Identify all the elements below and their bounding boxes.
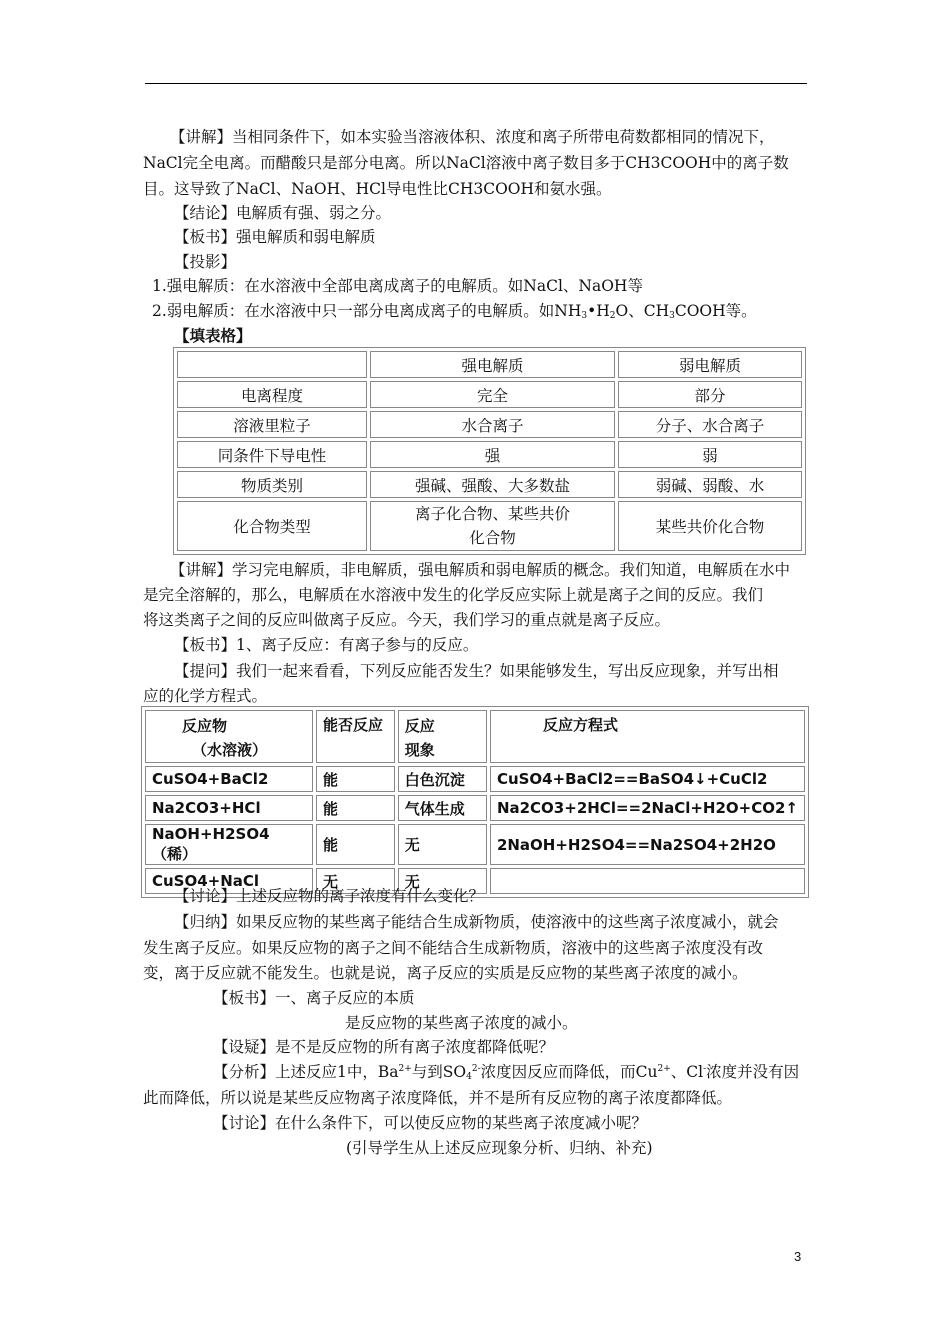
table-cell xyxy=(370,501,615,551)
explanation-1-line-1: 【讲解】当相同条件下，如本实验当溶液体积、浓度和离子所带电荷数都相同的情况下， xyxy=(170,128,775,146)
table-cell: 完全 xyxy=(370,381,615,408)
page-number: 3 xyxy=(794,1249,802,1264)
table-cell: 能 xyxy=(316,766,395,792)
explanation-1-line-2: NaCl完全电离。而醋酸只是部分电离。所以NaCl溶液中离子数目多于CH3COOH中的离子数 xyxy=(143,154,789,172)
table-cell: 水合离子 xyxy=(370,411,615,438)
question-line-1: 【提问】我们一起来看看，下列反应能否发生？如果能够发生，写出反应现象，并写出相 xyxy=(174,662,779,680)
table-cell: 能否反应 xyxy=(316,710,395,763)
reactant-header: 反应物 xyxy=(182,717,228,735)
weak-electrolyte-definition: 2.弱电解质：在水溶液中只一部分电离成离子的电解质。如$NH_3•H_2O$、$CH_3COOH$等。 xyxy=(152,302,757,321)
analysis-line-2: 此而降低，所以说是某些反应物离子浓度降低，并不是所有反应物的离子浓度都降低。 xyxy=(143,1089,733,1107)
table-cell: CuSO4+BaCl2==BaSO4↓+CuCl2 xyxy=(490,766,805,792)
phenomenon-subheader: 现象 xyxy=(404,741,435,759)
table-cell: 弱电解质 xyxy=(618,351,802,378)
reactant-subheader: （水溶液） xyxy=(192,741,268,759)
table-cell: 气体生成 xyxy=(398,795,487,821)
fill-table-label: 【填表格】 xyxy=(174,326,252,345)
board-note-1: 【板书】强电解质和弱电解质 xyxy=(174,228,376,246)
table-cell: 白色沉淀 xyxy=(398,766,487,792)
strong-electrolyte-definition: 1.强电解质：在水溶液中全部电离成离子的电解质。如NaCl、NaOH等 xyxy=(152,277,643,295)
table-cell: 某些共价化合物 xyxy=(618,501,802,551)
table-cell: 强电解质 xyxy=(370,351,615,378)
compound-type-strong: 离子化合物、某些共价化合物 xyxy=(414,505,570,547)
explanation-2-line-3: 将这类离子之间的反应叫做离子反应。今天，我们学习的重点就是离子反应。 xyxy=(143,611,671,629)
question-line-2: 应的化学方程式。 xyxy=(143,687,268,705)
table-cell: 分子、水合离子 xyxy=(618,411,802,438)
table-cell: 无 xyxy=(316,868,395,894)
doubt: 【设疑】是不是反应物的所有离子浓度都降低呢？ xyxy=(213,1038,555,1056)
table-cell: 反应方程式 xyxy=(490,710,805,763)
table-row xyxy=(177,411,802,438)
explanation-2-line-2: 是完全溶解的，那么，电解质在水溶液中发生的化学反应实际上就是离子之间的反应。我们 xyxy=(143,586,764,604)
table-cell: Na2CO3+HCl xyxy=(145,795,313,821)
table-cell: 物质类别 xyxy=(177,471,367,498)
table-row xyxy=(177,501,802,551)
board-note-3-body: 是反应物的某些离子浓度的减小。 xyxy=(345,1014,578,1032)
table-header-row xyxy=(145,710,805,763)
phenomenon-header: 反应 xyxy=(404,717,435,735)
table-cell: 化合物类型 xyxy=(177,501,367,551)
table-cell xyxy=(490,868,805,894)
table-cell: 弱 xyxy=(618,441,802,468)
discussion-2: 【讨论】在什么条件下，可以使反应物的某些离子浓度减小呢？ xyxy=(213,1114,648,1132)
explanation-1-line-3: 目。这导致了NaCl、NaOH、HCl导电性比CH3COOH和氨水强。 xyxy=(143,180,612,198)
summary-line-1: 【归纳】如果反应物的某些离子能结合生成新物质，使溶液中的这些离子浓度减小，就会 xyxy=(174,913,779,931)
header-rule xyxy=(145,83,807,84)
electrolyte-comparison-table xyxy=(173,347,806,555)
table-cell xyxy=(177,351,367,378)
reaction-table xyxy=(141,706,809,898)
analysis-line-1: 【分析】上述反应1中，$Ba^{2+}$与到$SO_4^{2-}$浓度因反应而降低，而$Cu^{2+}$、Cl-浓度并没有因 xyxy=(213,1063,800,1082)
table-cell: 部分 xyxy=(618,381,802,408)
table-cell xyxy=(398,710,487,763)
table-cell: CuSO4+BaCl2 xyxy=(145,766,313,792)
table-cell: 电离程度 xyxy=(177,381,367,408)
table-cell: 能 xyxy=(316,795,395,821)
summary-line-3: 变，离于反应就不能发生。也就是说，离子反应的实质是反应物的某些离子浓度的减小。 xyxy=(143,964,748,982)
table-row xyxy=(177,381,802,408)
table-row xyxy=(145,795,805,821)
table-cell: 同条件下导电性 xyxy=(177,441,367,468)
table-cell: 弱碱、弱酸、水 xyxy=(618,471,802,498)
table-cell: 无 xyxy=(398,824,487,865)
table-row xyxy=(145,766,805,792)
table-cell: 强 xyxy=(370,441,615,468)
discussion-1: 【讨论】上述反应物的离子浓度有什么变化？ xyxy=(174,887,485,905)
summary-line-2: 发生离子反应。如果反应物的离子之间不能结合生成新物质，溶液中的这些离子浓度没有改 xyxy=(143,939,764,957)
projection-label: 【投影】 xyxy=(174,253,237,271)
table-row xyxy=(177,471,802,498)
table-cell: 2NaOH+H2SO4==Na2SO4+2H2O xyxy=(490,824,805,865)
table-header-row xyxy=(177,351,802,378)
table-row xyxy=(145,824,805,865)
table-cell xyxy=(145,710,313,763)
board-note-2: 【板书】1、离子反应：有离子参与的反应。 xyxy=(174,636,479,654)
table-cell: 溶液里粒子 xyxy=(177,411,367,438)
table-cell: NaOH+H2SO4（稀） xyxy=(145,824,313,865)
table-row xyxy=(177,441,802,468)
table-cell: 能 xyxy=(316,824,395,865)
conclusion: 【结论】电解质有强、弱之分。 xyxy=(174,204,392,222)
table-cell: Na2CO3+2HCl==2NaCl+H2O+CO2↑ xyxy=(490,795,805,821)
table-cell: 强碱、强酸、大多数盐 xyxy=(370,471,615,498)
explanation-2-line-1: 【讲解】学习完电解质，非电解质，强电解质和弱电解质的概念。我们知道，电解质在水中 xyxy=(170,561,791,579)
guide-note: (引导学生从上述反应现象分析、归纳、补充) xyxy=(346,1139,653,1157)
table-cell: CuSO4+NaCl xyxy=(145,868,313,894)
table-cell: 无 xyxy=(398,868,487,894)
board-note-3-title: 【板书】一、离子反应的本质 xyxy=(213,989,415,1007)
